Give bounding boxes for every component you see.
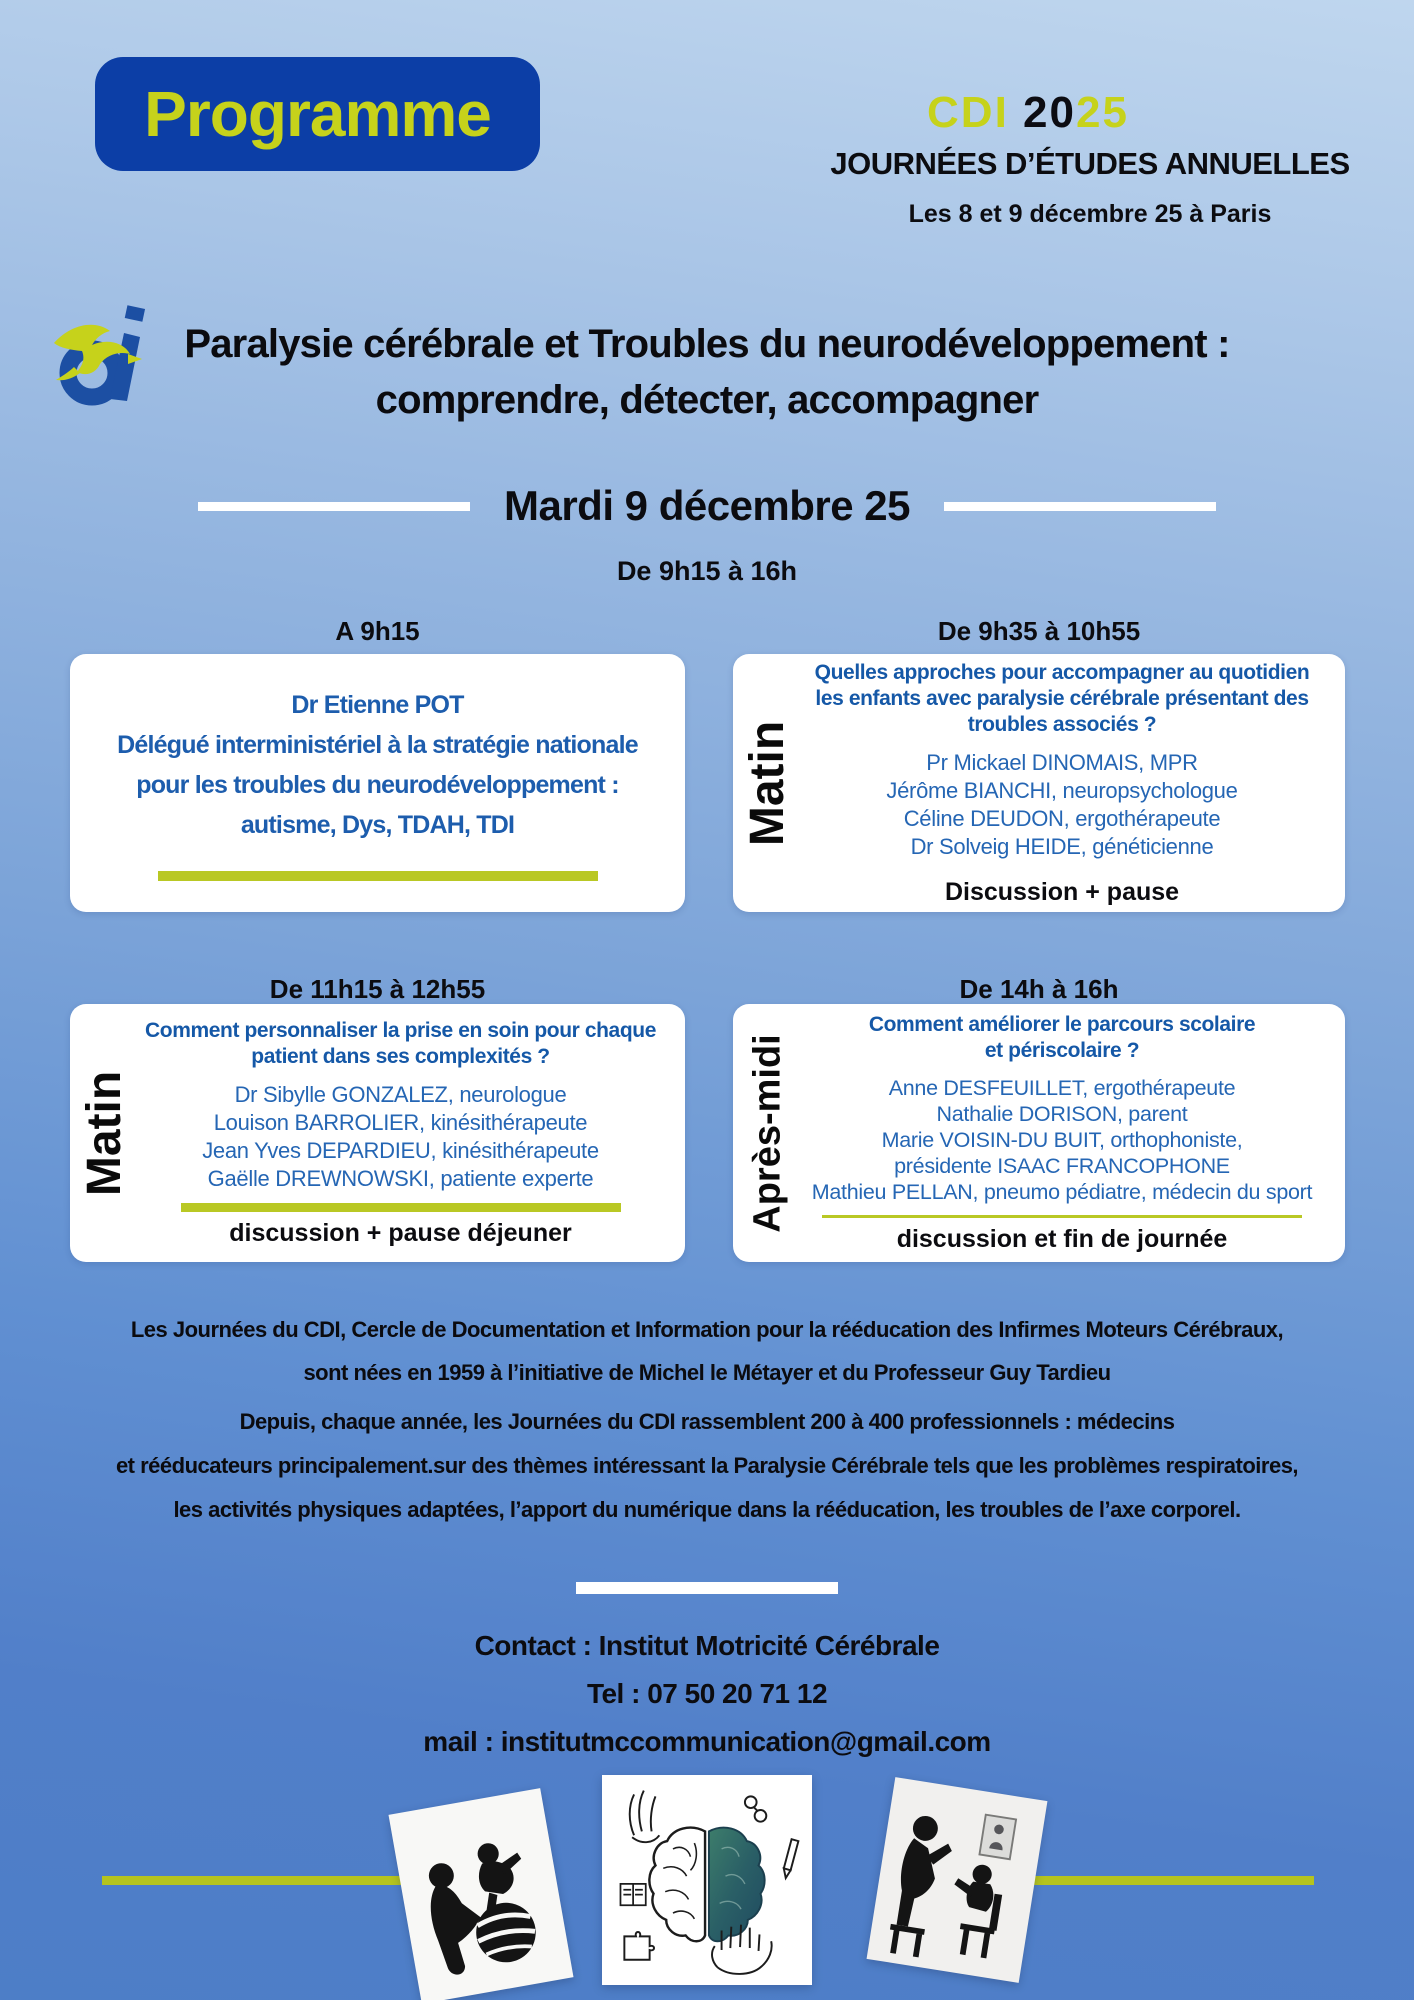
session-card-afternoon [733, 1004, 1345, 1262]
event-dates: Les 8 et 9 décembre 25 à Paris [908, 200, 1272, 228]
brain-two-hemispheres-illustration [602, 1775, 812, 1985]
session-footer: discussion et fin de journée [896, 1225, 1228, 1253]
speaker: Louison BARROLIER, kinésithérapeute [213, 1110, 588, 1135]
session-speakers [799, 749, 1325, 861]
speaker: Mathieu PELLAN, pneumo pédiatre, médecin du sport [811, 1180, 1313, 1204]
session-card-keynote [70, 654, 685, 912]
speaker: Anne DESFEUILLET, ergothérapeute [888, 1076, 1236, 1100]
banner-left-rule [198, 502, 470, 511]
speaker: Jérôme BIANCHI, neuropsychologue [886, 777, 1238, 803]
contact-divider-rule [576, 1582, 838, 1594]
keynote-role-line2: pour les troubles du neurodéveloppement : [136, 771, 619, 799]
photo-therapy-session [867, 1777, 1048, 1983]
event-year-green: 25 [1076, 88, 1129, 137]
contact-email: mail : institutmccommunication@gmail.com [423, 1726, 991, 1757]
session-speakers [136, 1081, 665, 1193]
programme-banner [95, 57, 540, 171]
page-title-line1: Paralysie cérébrale et Troubles du neurodéveloppement : [184, 322, 1230, 366]
green-rule [822, 1215, 1302, 1218]
speaker: Marie VOISIN-DU BUIT, orthophoniste, [881, 1128, 1243, 1152]
speaker: Nathalie DORISON, parent [936, 1102, 1188, 1126]
session-question: Comment personnaliser la prise en soin pour chaque patient dans ses complexités ? [145, 1019, 656, 1068]
about-history-paragraph: Les Journées du CDI, Cercle de Documentation et Information pour la rééducation des Infirmes Moteurs Cérébraux, sont nées en 1959 à l’initiative de Michel le Métayer et du Professeur Guy Tardieu [130, 1317, 1284, 1385]
green-rule [158, 871, 598, 881]
contact-block [0, 1622, 1414, 1766]
day-banner [0, 482, 1414, 530]
footer-right-rule [996, 1876, 1314, 1885]
keynote-role-line1: Délégué interministériel à la stratégie nationale [117, 731, 638, 759]
about-audience-paragraph: Depuis, chaque année, les Journées du CDI rassemblent 200 à 400 professionnels : médecins et rééducateurs principalement.sur des thèmes intéressant la Paralysie Cérébrale tels que les problèmes respiratoires, les activités physiques adaptées, l’apport du numérique dans la rééducation, les troubles de l’axe corporel. [115, 1409, 1299, 1522]
session-card-morning-2 [70, 1004, 685, 1262]
green-rule [181, 1203, 621, 1212]
speaker: Dr Solveig HEIDE, généticienne [910, 833, 1214, 859]
period-label-apres-midi: Après-midi [746, 1033, 789, 1233]
session-question: Quelles approches pour accompagner au quotidien les enfants avec paralysie cérébrale présentant des troubles associés ? [814, 660, 1310, 736]
session-3-time: De 11h15 à 12h55 [269, 974, 486, 1004]
event-header [780, 88, 1400, 229]
contact-phone: Tel : 07 50 20 71 12 [586, 1678, 828, 1709]
session-question: Comment améliorer le parcours scolaire et périscolaire ? [868, 1013, 1256, 1062]
speaker: Dr Sibylle GONZALEZ, neurologue [234, 1082, 567, 1107]
event-cdi: CDI [927, 88, 1009, 137]
page-title-line2: comprendre, détecter, accompagner [375, 378, 1039, 422]
session-2-time: De 9h35 à 10h55 [937, 616, 1141, 646]
event-year-black: 20 [1023, 88, 1076, 137]
day-title: Mardi 9 décembre 25 [503, 482, 911, 529]
session-footer: Discussion + pause [944, 877, 1180, 906]
event-edition [718, 88, 1338, 138]
speaker: Jean Yves DEPARDIEU, kinésithérapeute [202, 1138, 599, 1163]
period-label-matin: Matin [78, 1070, 132, 1196]
period-label-matin: Matin [741, 720, 795, 846]
session-card-morning-1 [733, 654, 1345, 912]
speaker: Céline DEUDON, ergothérapeute [903, 805, 1221, 831]
banner-right-rule [944, 502, 1216, 511]
keynote-speaker: Dr Etienne POT [291, 691, 464, 719]
keynote-role-line3: autisme, Dys, TDAH, TDI [240, 811, 515, 839]
session-1-time: A 9h15 [335, 616, 420, 646]
programme-banner-label: Programme [144, 78, 491, 150]
contact-org: Contact : Institut Motricité Cérébrale [474, 1630, 940, 1661]
day-hours: De 9h15 à 16h [616, 556, 798, 586]
session-4-time: De 14h à 16h [959, 974, 1119, 1004]
page-title [92, 316, 1322, 428]
speaker: Gaëlle DREWNOWSKI, patiente experte [207, 1166, 594, 1191]
speaker: Pr Mickael DINOMAIS, MPR [926, 749, 1198, 775]
session-footer: discussion + pause déjeuner [229, 1219, 572, 1247]
footer-left-rule [102, 1876, 420, 1885]
speaker: présidente ISAAC FRANCOPHONE [894, 1154, 1230, 1178]
photo-child-on-gym-ball [388, 1788, 573, 2000]
session-speakers [799, 1075, 1325, 1205]
event-title: JOURNÉES D’ÉTUDES ANNUELLES [830, 146, 1350, 181]
